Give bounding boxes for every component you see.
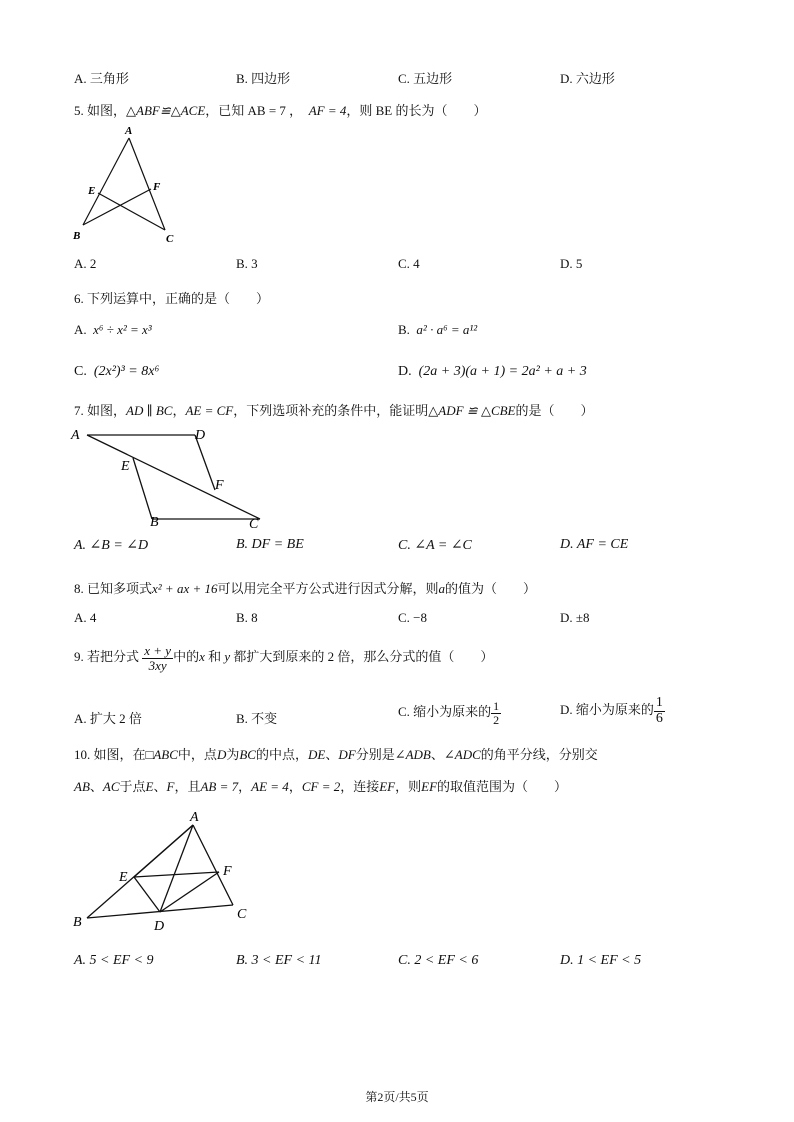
q10-l1-bc: BC	[239, 747, 256, 762]
q10-l2-end: 的取值范围为（ ）	[437, 779, 568, 794]
q9-option-c	[398, 700, 501, 726]
q10-l1-sep1: 、	[325, 747, 339, 762]
q9-option-d-text: D. 缩小为原来的	[560, 702, 654, 718]
q6-option-c	[74, 364, 159, 380]
q9-stem-mid: 中的	[173, 649, 200, 665]
q7-stem-comma: ，	[172, 403, 186, 418]
q7-stem-parallel: AD ∥ BC	[126, 403, 173, 418]
q7-stem-congruence: △ADF ≌ △CBE	[428, 403, 516, 418]
q6-option-b-label: B.	[398, 322, 410, 337]
q9-stem	[74, 644, 493, 672]
q9-stem-x: x	[199, 649, 205, 665]
q10-l2-text2: ，且	[174, 779, 201, 794]
q10-segment-ea	[134, 825, 193, 877]
q7-stem-prefix: 7. 如图，	[74, 403, 127, 418]
q9-option-d	[560, 696, 665, 726]
q6-option-c-expr: (2x²)³ = 8x⁶	[93, 364, 160, 379]
q7-label-b: B	[150, 515, 159, 530]
q10-l2-sep3: ，	[238, 779, 252, 794]
q5-label-e: E	[88, 185, 96, 197]
q7-option-d: D. AF = CE	[560, 537, 629, 552]
q9-option-c-denominator: 2	[493, 712, 500, 727]
q10-l1-sep2: 、	[430, 747, 444, 762]
q6-option-b-expr: a² · a⁶ = a¹²	[416, 322, 478, 337]
q6-option-a-label: A.	[74, 322, 87, 337]
q9-stem-y: y	[224, 649, 231, 665]
q7-label-e: E	[121, 459, 130, 474]
q10-l2-ac: AC	[102, 779, 120, 794]
q10-label-c: C	[237, 907, 247, 922]
q6-option-d	[398, 364, 587, 380]
q5-label-c: C	[166, 233, 174, 245]
q5-stem-question: ，则 BE 的长为（ ）	[346, 103, 487, 118]
q8-stem-mid: 可以用完全平方公式进行因式分解，则	[217, 581, 439, 596]
q10-l2-ef1: EF	[379, 779, 396, 794]
q7-label-c: C	[249, 517, 259, 532]
q10-stem-line1	[74, 744, 598, 763]
q5-stem-given-af: AF = 4	[308, 103, 347, 118]
q5-label-b: B	[73, 230, 81, 242]
q5-stem-given-ab: ，已知 AB = 7 ，	[205, 103, 303, 118]
q6-option-a-expr: x⁶ ÷ x² = x³	[93, 322, 152, 337]
q6-option-d-label: D.	[398, 364, 412, 379]
q4-option-c: C. 五边形	[398, 71, 453, 86]
q10-l2-cf-eq: CF = 2	[301, 779, 341, 794]
q5-label-a: A	[125, 125, 133, 137]
q5-option-a: A. 2	[74, 256, 97, 271]
q10-l1-d: D	[216, 747, 227, 762]
q10-option-b: B. 3 < EF < 11	[236, 953, 322, 968]
q7-option-c: C. ∠A = ∠C	[398, 538, 472, 553]
q10-option-a: A. 5 < EF < 9	[74, 953, 154, 968]
q6-option-b	[398, 322, 477, 338]
q9-option-d-fraction	[654, 696, 665, 726]
q10-l1-de: DE	[307, 747, 326, 762]
q10-option-c: C. 2 < EF < 6	[398, 953, 479, 968]
q10-l1-text5: 的角平分线，分别交	[480, 747, 598, 762]
q10-l2-ef2: EF	[421, 779, 438, 794]
q9-option-a: A. 扩大 2 倍	[74, 711, 142, 726]
q7-label-f: F	[215, 478, 224, 493]
q10-l2-sep1: 、	[89, 779, 103, 794]
q10-l1-text3: 的中点，	[255, 747, 308, 762]
q6-option-a	[74, 322, 152, 338]
q10-median-ad	[160, 825, 193, 912]
q8-option-c: C. −8	[398, 610, 428, 625]
q8-stem-end: 的值为（ ）	[445, 581, 537, 596]
q10-l2-text4: ，则	[395, 779, 422, 794]
q10-l2-ab: AB	[74, 779, 90, 794]
q9-fraction-denominator: 3xy	[148, 657, 167, 673]
q10-label-b: B	[73, 915, 82, 930]
q10-l1-df: DF	[338, 747, 356, 762]
q5-side-ab	[83, 138, 129, 225]
q7-option-b: B. DF = BE	[236, 537, 304, 552]
q5-label-f: F	[153, 181, 161, 193]
q10-l2-ab-eq: AB = 7	[200, 779, 239, 794]
q4-option-d: D. 六边形	[560, 71, 615, 86]
q8-stem-variable: a	[438, 581, 446, 596]
page-number: 第2页/共5页	[365, 1090, 429, 1104]
q10-l2-f: F	[166, 779, 175, 794]
q10-l2-ae-eq: AE = 4	[251, 779, 289, 794]
q5-figure	[70, 122, 190, 247]
q10-l1-text4: 分别是	[355, 747, 395, 762]
q10-l1-angle-adc: ∠ADC	[443, 747, 481, 762]
q6-option-d-expr: (2a + 3)(a + 1) = 2a² + a + 3	[418, 364, 587, 379]
q10-figure	[65, 805, 265, 940]
q10-l2-text1: 于点	[119, 779, 146, 794]
q10-l2-sep2: 、	[153, 779, 167, 794]
q9-stem-end: 都扩大到原来的 2 倍，那么分式的值（ ）	[233, 649, 494, 665]
q5-stem-congruence: △ABF≌△ACE	[126, 103, 206, 118]
q10-label-d: D	[154, 919, 165, 934]
q9-option-c-numerator: 1	[493, 699, 500, 713]
q10-l2-text3: ，连接	[340, 779, 380, 794]
q10-l2-e: E	[145, 779, 154, 794]
q8-stem	[74, 578, 536, 597]
q10-label-e: E	[119, 870, 128, 885]
q9-fraction	[142, 644, 173, 672]
q8-stem-prefix: 8. 已知多项式	[74, 581, 153, 596]
q9-stem-and: 和	[208, 649, 222, 665]
q8-stem-polynomial: x² + ax + 16	[152, 581, 218, 596]
q6-stem: 6. 下列运算中，正确的是（ ）	[74, 291, 270, 306]
q10-l1-angle-adb: ∠ADB	[394, 747, 431, 762]
q9-option-d-denominator: 6	[655, 710, 663, 726]
q9-fraction-numerator: x + y	[144, 643, 172, 658]
q9-stem-prefix: 9. 若把分式	[74, 649, 140, 665]
q4-option-b: B. 四边形	[236, 71, 291, 86]
q7-label-a: A	[71, 428, 80, 443]
q10-l1-abc: ABC	[153, 747, 178, 762]
q9-option-c-text: C. 缩小为原来的	[398, 704, 492, 720]
q7-stem	[74, 400, 594, 419]
q10-l2-sep4: ，	[288, 779, 302, 794]
q7-stem-equal: AE = CF	[185, 403, 234, 418]
q10-option-d: D. 1 < EF < 5	[560, 953, 642, 968]
q8-option-b: B. 8	[236, 610, 258, 625]
q7-stem-mid: ，下列选项补充的条件中，能证明	[233, 403, 429, 418]
q9-option-c-fraction	[491, 700, 501, 726]
q7-label-d: D	[195, 428, 206, 443]
q10-stem-line2	[74, 776, 567, 795]
q9-option-d-numerator: 1	[655, 695, 663, 710]
q5-option-c: C. 4	[398, 256, 420, 271]
q7-side-df	[195, 435, 215, 490]
q10-label-a: A	[190, 810, 199, 825]
q7-diagonal-ac	[87, 435, 260, 519]
q10-label-f: F	[223, 864, 232, 879]
q5-stem-prefix: 5. 如图，	[74, 103, 127, 118]
q7-option-a: A. ∠B = ∠D	[74, 538, 149, 553]
q5-option-d: D. 5	[560, 256, 583, 271]
q6-option-c-label: C.	[74, 364, 87, 379]
q9-option-b: B. 不变	[236, 711, 278, 726]
q8-option-a: A. 4	[74, 610, 97, 625]
q10-bisector-df	[160, 872, 219, 912]
q8-option-d: D. ±8	[560, 610, 590, 625]
q10-l1-prefix: 10. 如图，在□	[74, 747, 154, 762]
q7-side-eb	[133, 458, 152, 519]
q4-option-a: A. 三角形	[74, 71, 129, 86]
q10-l1-text1: 中，点	[177, 747, 217, 762]
q7-figure	[65, 420, 275, 532]
q5-option-b: B. 3	[236, 256, 258, 271]
q5-stem	[74, 100, 486, 119]
q10-bisector-de	[134, 877, 160, 912]
q7-stem-end: 的是（ ）	[515, 403, 594, 418]
q10-segment-ef	[134, 872, 219, 877]
q10-l1-text2: 为	[226, 747, 240, 762]
